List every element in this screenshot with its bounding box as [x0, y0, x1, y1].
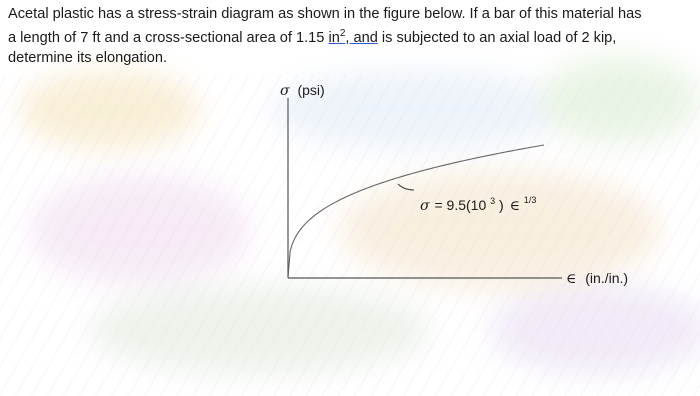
- y-axis-unit: (psi): [297, 82, 325, 98]
- curve-equation: [420, 191, 536, 214]
- area-unit-exponent: 2: [339, 28, 346, 39]
- eq-coefficient: 9.5(10: [446, 197, 487, 213]
- problem-line-3: determine its elongation.: [8, 49, 168, 66]
- eq-exponent: 3: [490, 196, 496, 206]
- epsilon-symbol: ∈: [566, 271, 577, 287]
- x-axis-unit: (in./in.): [585, 270, 629, 286]
- eq-power: 1/3: [523, 195, 537, 205]
- eq-sigma: σ: [420, 198, 430, 214]
- eq-close-paren: ): [499, 197, 504, 213]
- eq-equals: =: [434, 197, 443, 213]
- x-axis-label: [566, 270, 628, 287]
- problem-line-2-rest: is subjected to an axial load of 2 kip,: [377, 29, 617, 46]
- sigma-symbol: σ: [280, 83, 290, 99]
- equation-leader: [398, 184, 414, 190]
- area-unit-suffix: , and: [345, 29, 378, 46]
- problem-line-1: Acetal plastic has a stress-strain diagram as shown in the figure below. If a bar of this material has: [8, 6, 642, 22]
- eq-epsilon: ∈: [509, 198, 520, 214]
- problem-line-2-text: a length of 7 ft and a cross-sectional area of 1.15: [8, 29, 329, 46]
- area-unit-base: in: [328, 29, 340, 46]
- y-axis-label: [280, 82, 325, 99]
